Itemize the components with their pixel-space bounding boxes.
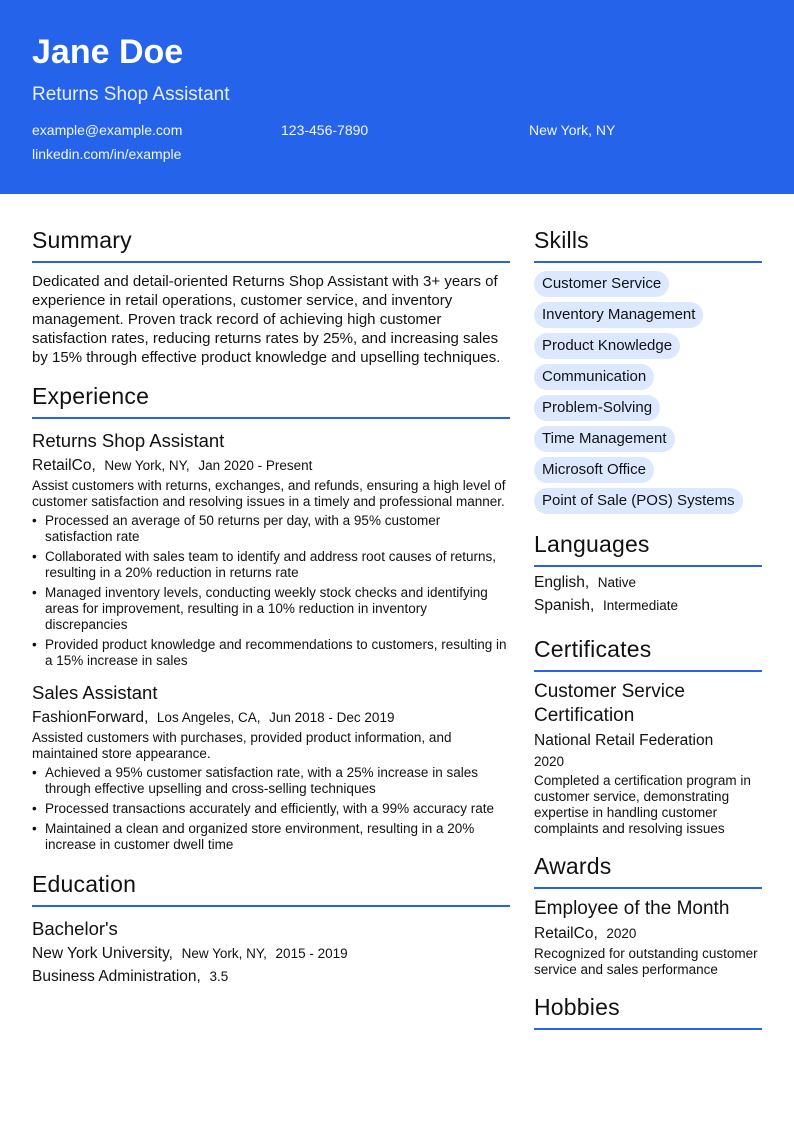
language-row (534, 596, 762, 616)
skill-chip: Problem-Solving (534, 395, 660, 421)
skill-chip: Time Management (534, 426, 675, 452)
skill-chip: Communication (534, 364, 654, 390)
skill-chip: Inventory Management (534, 302, 703, 328)
candidate-role: Returns Shop Assistant (32, 84, 230, 105)
job-location: New York, NY, (104, 458, 190, 473)
list-item: • Achieved a 95% customer satisfaction rate, with a 25% increase in sales through effective upselling and cross-selling techniques (32, 765, 510, 797)
summary-section (32, 225, 510, 367)
job-meta (32, 708, 510, 728)
certificate-description: Completed a certification program in customer service, demonstrating expertise in handling customer complaints and resolving issues (534, 773, 751, 836)
email-link[interactable]: example@example.com (32, 122, 183, 138)
location-text: New York, NY (529, 122, 616, 138)
list-item: • Maintained a clean and organized store environment, resulting in a 20% increase in customer dwell time (32, 821, 510, 853)
school-meta (32, 944, 510, 964)
language-level: Intermediate (602, 598, 678, 613)
award-name: Employee of the Month (534, 898, 730, 919)
list-item: • Processed an average of 50 returns per day, with a 95% customer satisfaction rate (32, 513, 510, 545)
resume-header (0, 0, 794, 194)
school-name: New York University, (32, 945, 173, 962)
job-dates: Jan 2020 - Present (198, 458, 313, 473)
language-name: Spanish, (534, 597, 595, 614)
job-entry (32, 681, 510, 853)
main-column (32, 225, 510, 987)
language-name: English, (534, 574, 590, 591)
list-item: • Collaborated with sales team to identify and address root causes of returns, resulting in a 20% reduction in returns rate (32, 549, 510, 581)
summary-text: Dedicated and detail-oriented Returns Shop Assistant with 3+ years of experience in retail operations, customer service, and inventory management. Proven track record of achieving high customer satisfaction rates, reducing returns rates by 25%, and increasing sales by 15% through effective product knowledge and upselling techniques. (32, 273, 501, 366)
skill-chip: Point of Sale (POS) Systems (534, 488, 743, 514)
skills-section (534, 225, 762, 519)
skill-chip: Microsoft Office (534, 457, 654, 483)
job-description: Assist customers with returns, exchanges, and refunds, ensuring a high level of customer satisfaction and resolving issues in a timely and professional manner. (32, 478, 506, 509)
list-item: • Provided product knowledge and recommendations to customers, resulting in a 15% increase in sales (32, 637, 510, 669)
award-meta (534, 924, 762, 944)
section-title: Certificates (534, 634, 762, 672)
certificate-org: National Retail Federation (534, 732, 714, 749)
job-title: Sales Assistant (32, 682, 158, 703)
school-location: New York, NY, (181, 946, 267, 961)
job-meta (32, 456, 510, 476)
list-item: • Processed transactions accurately and efficiently, with a 99% accuracy rate (32, 801, 510, 817)
award-org: RetailCo, (534, 925, 598, 942)
job-title: Returns Shop Assistant (32, 430, 225, 451)
gpa: 3.5 (209, 969, 229, 984)
section-title: Education (32, 869, 510, 907)
awards-section (534, 851, 762, 978)
job-description: Assisted customers with purchases, provided product information, and maintained store appearance. (32, 730, 452, 761)
certificates-section (534, 634, 762, 837)
job-bullets (32, 765, 510, 853)
list-item: • Managed inventory levels, conducting weekly stock checks and identifying areas for improvement, resulting in a 10% reduction in inventory discrepancies (32, 585, 510, 633)
section-title: Languages (534, 529, 762, 567)
sidebar-column (534, 225, 762, 1030)
language-level: Native (597, 575, 637, 590)
job-company: FashionForward, (32, 709, 149, 726)
languages-section (534, 529, 762, 616)
award-year: 2020 (606, 926, 637, 941)
skill-chip: Product Knowledge (534, 333, 680, 359)
language-row (534, 573, 762, 593)
section-title: Hobbies (534, 992, 762, 1030)
section-title: Summary (32, 225, 510, 263)
job-dates: Jun 2018 - Dec 2019 (269, 710, 395, 725)
education-section (32, 869, 510, 987)
section-title: Awards (534, 851, 762, 889)
job-company: RetailCo, (32, 457, 96, 474)
section-title: Skills (534, 225, 762, 263)
skill-chip: Customer Service (534, 271, 669, 297)
award-description: Recognized for outstanding customer service and sales performance (534, 946, 758, 977)
degree: Bachelor's (32, 918, 118, 939)
field-meta (32, 967, 510, 987)
certificate-name: Customer Service Certification (534, 681, 685, 726)
job-bullets (32, 513, 510, 669)
skills-list (534, 271, 762, 519)
job-location: Los Angeles, CA, (156, 710, 261, 725)
field-of-study: Business Administration, (32, 968, 201, 985)
certificate-year: 2020 (534, 754, 565, 769)
candidate-name: Jane Doe (32, 33, 184, 71)
job-entry (32, 429, 510, 669)
school-dates: 2015 - 2019 (275, 946, 348, 961)
experience-section (32, 381, 510, 853)
section-title: Experience (32, 381, 510, 419)
phone-number[interactable]: 123-456-7890 (281, 122, 369, 138)
hobbies-section (534, 992, 762, 1030)
linkedin-link[interactable]: linkedin.com/in/example (32, 146, 182, 162)
